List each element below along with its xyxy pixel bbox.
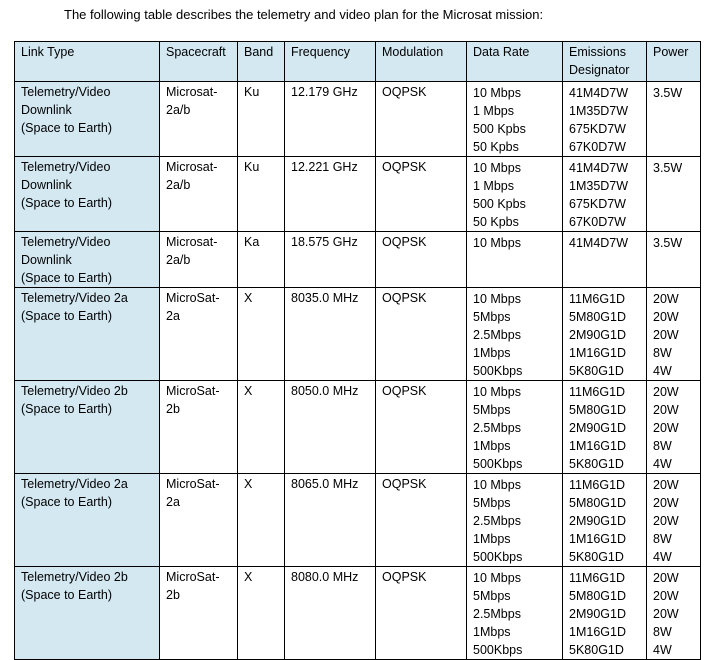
data-rate-cell <box>467 567 563 660</box>
power-cell-line: 3.5W <box>653 236 683 250</box>
modulation-cell: OQPSK <box>376 232 467 288</box>
table-row <box>15 288 701 381</box>
data-rate-cell-line: 1Mbps <box>473 625 511 639</box>
header-emissions-designator: Emissions Designator <box>563 42 647 82</box>
emissions-cell-line: 675KD7W <box>569 122 626 136</box>
header-data-rate: Data Rate <box>467 42 563 82</box>
spacecraft-cell-line: 2a/b <box>166 178 191 192</box>
spacecraft-cell-line: 2a <box>166 495 180 509</box>
spacecraft-cell <box>160 567 238 660</box>
link-type-cell <box>15 157 160 232</box>
emissions-cell-line: 5M80G1D <box>569 403 626 417</box>
emissions-cell-line: 11M6G1D <box>569 292 626 306</box>
link-type-cell-line: Telemetry/Video 2a <box>21 291 128 305</box>
data-rate-cell-line: 500Kbps <box>473 643 523 657</box>
table-row <box>15 567 701 660</box>
data-rate-cell <box>467 232 563 288</box>
data-rate-cell-line: 1Mbps <box>473 532 511 546</box>
modulation-cell: OQPSK <box>376 157 467 232</box>
data-rate-cell-line: 1Mbps <box>473 346 511 360</box>
link-type-cell-line: Downlink <box>21 253 72 267</box>
emissions-cell-line: 41M4D7W <box>569 161 629 175</box>
emissions-cell-line: 41M4D7W <box>569 236 629 250</box>
emissions-cell-line: 5K80G1D <box>569 457 624 471</box>
emissions-cell <box>563 232 647 288</box>
modulation-cell: OQPSK <box>376 381 467 474</box>
power-cell-line: 20W <box>653 571 679 585</box>
emissions-cell-line: 2M90G1D <box>569 514 626 528</box>
data-rate-cell-line: 10 Mbps <box>473 292 521 306</box>
spacecraft-cell <box>160 381 238 474</box>
data-rate-cell <box>467 381 563 474</box>
data-rate-cell-line: 5Mbps <box>473 310 511 324</box>
data-rate-cell-line: 10 Mbps <box>473 571 521 585</box>
data-rate-cell-line: 1 Mbps <box>473 179 514 193</box>
data-rate-cell-line: 10 Mbps <box>473 86 521 100</box>
emissions-cell-line: 1M35D7W <box>569 179 629 193</box>
power-cell-line: 20W <box>653 421 679 435</box>
power-cell-line: 20W <box>653 478 679 492</box>
power-cell <box>647 567 701 660</box>
spacecraft-cell-line: 2b <box>166 588 180 602</box>
link-type-cell-line: (Space to Earth) <box>21 495 113 509</box>
spacecraft-cell-line: MicroSat- <box>166 477 220 491</box>
power-cell-line: 20W <box>653 589 679 603</box>
emissions-cell-line: 11M6G1D <box>569 385 626 399</box>
spacecraft-cell-line: Microsat- <box>166 85 218 99</box>
emissions-cell-line: 67K0D7W <box>569 140 626 154</box>
spacecraft-cell-line: Microsat- <box>166 235 218 249</box>
emissions-cell-line: 11M6G1D <box>569 478 626 492</box>
spacecraft-cell <box>160 82 238 157</box>
power-cell-line: 3.5W <box>653 86 683 100</box>
link-type-cell-line: (Space to Earth) <box>21 588 113 602</box>
link-type-cell <box>15 82 160 157</box>
power-cell-line: 4W <box>653 550 672 564</box>
link-type-cell-line: Downlink <box>21 103 72 117</box>
data-rate-cell-line: 1 Mbps <box>473 104 514 118</box>
link-type-cell-line: Telemetry/Video 2a <box>21 477 128 491</box>
band-cell: Ku <box>238 157 285 232</box>
power-cell <box>647 82 701 157</box>
table-row <box>15 381 701 474</box>
modulation-cell: OQPSK <box>376 288 467 381</box>
header-modulation: Modulation <box>376 42 467 82</box>
power-cell-line: 20W <box>653 514 679 528</box>
spacecraft-cell <box>160 474 238 567</box>
link-type-cell-line: (Space to Earth) <box>21 309 113 323</box>
power-cell <box>647 474 701 567</box>
power-cell-line: 20W <box>653 607 679 621</box>
data-rate-cell-line: 500Kbps <box>473 457 523 471</box>
data-rate-cell <box>467 157 563 232</box>
spacecraft-cell-line: MicroSat- <box>166 570 220 584</box>
link-type-cell-line: (Space to Earth) <box>21 402 113 416</box>
power-cell <box>647 288 701 381</box>
table-row <box>15 82 701 157</box>
link-type-cell-line: Telemetry/Video 2b <box>21 384 128 398</box>
modulation-cell: OQPSK <box>376 567 467 660</box>
emissions-cell-line: 5M80G1D <box>569 589 626 603</box>
data-rate-cell-line: 5Mbps <box>473 403 511 417</box>
band-cell: X <box>238 567 285 660</box>
emissions-cell-line: 1M35D7W <box>569 104 629 118</box>
power-cell-line: 8W <box>653 532 672 546</box>
header-band: Band <box>238 42 285 82</box>
power-cell-line: 3.5W <box>653 161 683 175</box>
emissions-cell-line: 1M16G1D <box>569 625 626 639</box>
data-rate-cell-line: 500Kbps <box>473 550 523 564</box>
power-cell <box>647 381 701 474</box>
header-frequency: Frequency <box>285 42 376 82</box>
data-rate-cell-line: 10 Mbps <box>473 385 521 399</box>
data-rate-cell-line: 10 Mbps <box>473 161 521 175</box>
power-cell-line: 4W <box>653 364 672 378</box>
data-rate-cell-line: 2.5Mbps <box>473 514 521 528</box>
emissions-cell <box>563 157 647 232</box>
header-link-type: Link Type <box>15 42 160 82</box>
header-power: Power <box>647 42 701 82</box>
emissions-cell-line: 5M80G1D <box>569 496 626 510</box>
link-type-cell-line: Telemetry/Video <box>21 160 111 174</box>
emissions-cell-line: 5K80G1D <box>569 364 624 378</box>
emissions-cell <box>563 474 647 567</box>
spacecraft-cell-line: MicroSat- <box>166 291 220 305</box>
spacecraft-cell-line: 2a/b <box>166 103 191 117</box>
power-cell <box>647 232 701 288</box>
power-cell-line: 20W <box>653 328 679 342</box>
emissions-cell <box>563 82 647 157</box>
link-type-cell-line: Telemetry/Video <box>21 235 111 249</box>
emissions-cell <box>563 381 647 474</box>
link-type-cell <box>15 232 160 288</box>
power-cell-line: 8W <box>653 625 672 639</box>
modulation-cell: OQPSK <box>376 474 467 567</box>
emissions-cell-line: 675KD7W <box>569 197 626 211</box>
spacecraft-cell-line: MicroSat- <box>166 384 220 398</box>
frequency-cell: 18.575 GHz <box>285 232 376 288</box>
data-rate-cell <box>467 474 563 567</box>
frequency-cell: 8050.0 MHz <box>285 381 376 474</box>
data-rate-cell-line: 5Mbps <box>473 589 511 603</box>
emissions-cell-line: 1M16G1D <box>569 346 626 360</box>
emissions-cell-line: 11M6G1D <box>569 571 626 585</box>
frequency-cell: 12.179 GHz <box>285 82 376 157</box>
spacecraft-cell <box>160 232 238 288</box>
table-row <box>15 474 701 567</box>
frequency-cell: 8035.0 MHz <box>285 288 376 381</box>
link-type-cell <box>15 381 160 474</box>
band-cell: X <box>238 474 285 567</box>
band-cell: X <box>238 381 285 474</box>
link-type-cell <box>15 474 160 567</box>
power-cell-line: 20W <box>653 496 679 510</box>
band-cell: Ku <box>238 82 285 157</box>
power-cell-line: 20W <box>653 310 679 324</box>
data-rate-cell-line: 500Kbps <box>473 364 523 378</box>
emissions-cell-line: 67K0D7W <box>569 215 626 229</box>
intro-text: The following table describes the telemetry and video plan for the Microsat mission: <box>64 7 544 22</box>
data-rate-cell-line: 50 Kpbs <box>473 140 519 154</box>
table-header-row <box>15 42 701 82</box>
frequency-cell: 8065.0 MHz <box>285 474 376 567</box>
link-type-cell-line: (Space to Earth) <box>21 121 113 135</box>
link-type-cell-line: (Space to Earth) <box>21 196 113 210</box>
band-cell: Ka <box>238 232 285 288</box>
link-type-cell <box>15 288 160 381</box>
emissions-cell-line: 2M90G1D <box>569 607 626 621</box>
frequency-cell: 12.221 GHz <box>285 157 376 232</box>
emissions-cell-line: 1M16G1D <box>569 439 626 453</box>
link-type-cell <box>15 567 160 660</box>
power-cell-line: 8W <box>653 346 672 360</box>
emissions-cell-line: 1M16G1D <box>569 532 626 546</box>
data-rate-cell-line: 2.5Mbps <box>473 421 521 435</box>
power-cell-line: 4W <box>653 457 672 471</box>
data-rate-cell <box>467 288 563 381</box>
table-row <box>15 232 701 288</box>
emissions-cell-line: 5K80G1D <box>569 643 624 657</box>
data-rate-cell-line: 500 Kpbs <box>473 197 526 211</box>
header-spacecraft: Spacecraft <box>160 42 238 82</box>
power-cell-line: 8W <box>653 439 672 453</box>
data-rate-cell <box>467 82 563 157</box>
power-cell <box>647 157 701 232</box>
emissions-cell-line: 2M90G1D <box>569 421 626 435</box>
power-cell-line: 20W <box>653 403 679 417</box>
link-type-cell-line: Telemetry/Video <box>21 85 111 99</box>
power-cell-line: 4W <box>653 643 672 657</box>
telemetry-video-table <box>14 41 701 660</box>
frequency-cell: 8080.0 MHz <box>285 567 376 660</box>
spacecraft-cell-line: 2a/b <box>166 253 191 267</box>
emissions-cell-line: 2M90G1D <box>569 328 626 342</box>
data-rate-cell-line: 10 Mbps <box>473 478 521 492</box>
emissions-cell-line: 5K80G1D <box>569 550 624 564</box>
spacecraft-cell <box>160 288 238 381</box>
modulation-cell: OQPSK <box>376 82 467 157</box>
data-rate-cell-line: 500 Kpbs <box>473 122 526 136</box>
spacecraft-cell <box>160 157 238 232</box>
emissions-cell-line: 5M80G1D <box>569 310 626 324</box>
link-type-cell-line: Downlink <box>21 178 72 192</box>
power-cell-line: 20W <box>653 385 679 399</box>
emissions-cell <box>563 567 647 660</box>
data-rate-cell-line: 10 Mbps <box>473 236 521 250</box>
data-rate-cell-line: 2.5Mbps <box>473 607 521 621</box>
data-rate-cell-line: 2.5Mbps <box>473 328 521 342</box>
emissions-cell <box>563 288 647 381</box>
band-cell: X <box>238 288 285 381</box>
power-cell-line: 20W <box>653 292 679 306</box>
data-rate-cell-line: 5Mbps <box>473 496 511 510</box>
spacecraft-cell-line: 2b <box>166 402 180 416</box>
spacecraft-cell-line: 2a <box>166 309 180 323</box>
emissions-cell-line: 41M4D7W <box>569 86 629 100</box>
link-type-cell-line: Telemetry/Video 2b <box>21 570 128 584</box>
data-rate-cell-line: 50 Kpbs <box>473 215 519 229</box>
data-rate-cell-line: 1Mbps <box>473 439 511 453</box>
link-type-cell-line: (Space to Earth) <box>21 271 113 285</box>
spacecraft-cell-line: Microsat- <box>166 160 218 174</box>
table-row <box>15 157 701 232</box>
